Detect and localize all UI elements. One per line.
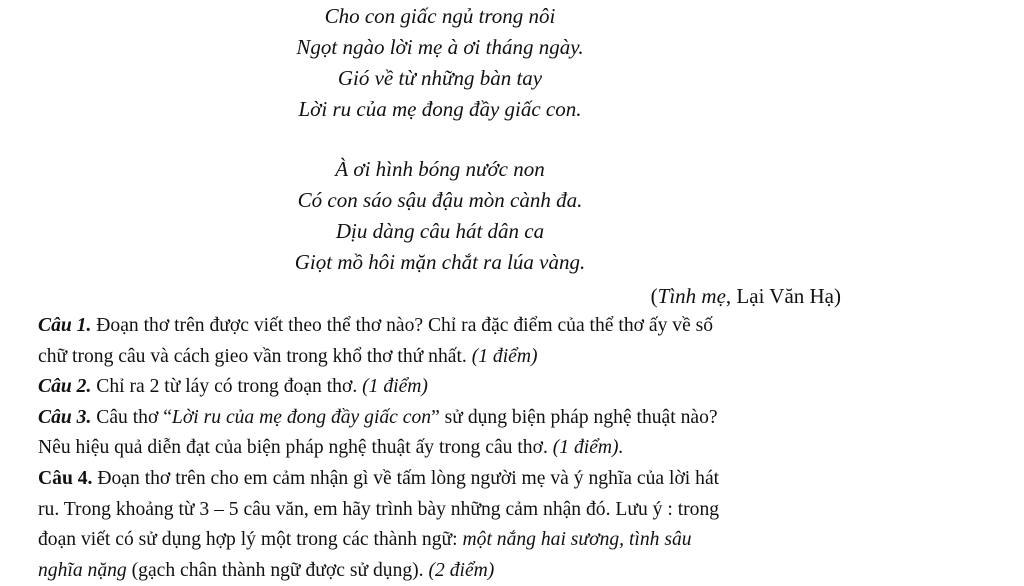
- source-title: Tình mẹ: [657, 284, 726, 308]
- poem-line: Ngọt ngào lời mẹ à ơi tháng ngày.: [296, 35, 584, 59]
- poem-line: Dịu dàng câu hát dân ca: [335, 219, 545, 243]
- question-3-label: Câu 3.: [38, 406, 92, 428]
- question-3-points: (1 điểm).: [552, 437, 624, 459]
- question-4-text-cont-2: đoạn viết có sử dụng hợp lý một trong các thành ngữ:: [38, 529, 463, 551]
- question-4-text-cont-3: (gạch chân thành ngữ được sử dụng).: [126, 559, 429, 581]
- poem-line: Gió về từ những bàn tay: [337, 66, 543, 90]
- poem-source: [651, 282, 841, 311]
- question-1-line-1: [38, 311, 848, 342]
- poem-stanza-1: [230, 1, 650, 125]
- question-4-text-cont: ru. Trong khoảng từ 3 – 5 câu văn, em hãy trình bày những cảm nhận đó. Lưu ý : trong: [38, 498, 720, 520]
- question-1-line-2: [38, 342, 848, 373]
- question-3-quote: Lời ru của mẹ đong đầy giấc con: [171, 406, 432, 428]
- question-3-text-after: ” sử dụng biện pháp nghệ thuật nào?: [431, 406, 718, 428]
- question-4-points: (2 điểm): [428, 559, 495, 581]
- question-1-points: (1 điểm): [471, 345, 538, 367]
- question-4-line-2: [38, 495, 848, 526]
- question-2-line: [38, 372, 848, 403]
- question-3-text-cont: Nêu hiệu quả diễn đạt của biện pháp nghệ thuật ấy trong câu thơ.: [38, 437, 553, 459]
- question-4-line-4: [38, 556, 848, 586]
- poem-line: Lời ru của mẹ đong đầy giấc con.: [298, 97, 582, 121]
- question-3-line-2: [38, 433, 848, 464]
- question-4-line-1: [38, 464, 848, 495]
- question-3-text-before: Câu thơ “: [91, 406, 172, 428]
- question-1-text-cont: chữ trong câu và cách gieo vần trong khổ thơ thứ nhất.: [38, 345, 472, 367]
- question-2-label: Câu 2.: [38, 376, 92, 398]
- question-2-text: Chỉ ra 2 từ láy có trong đoạn thơ.: [91, 376, 363, 398]
- question-4-label: Câu 4.: [38, 467, 93, 489]
- source-author: , Lại Văn Hạ): [725, 284, 841, 308]
- source-open-paren: (: [650, 284, 658, 308]
- question-4-text: Đoạn thơ trên cho em cảm nhận gì về tấm lòng người mẹ và ý nghĩa của lời hát: [92, 467, 720, 489]
- question-1-text: Đoạn thơ trên được viết theo thể thơ nào? Chỉ ra đặc điểm của thể thơ ấy về số: [91, 315, 714, 336]
- idiom-list-cont: nghĩa nặng: [38, 559, 127, 581]
- question-4-line-3: [38, 525, 848, 556]
- poem-line: Cho con giấc ngủ trong nôi: [324, 4, 556, 28]
- poem-line: À ơi hình bóng nước non: [335, 157, 545, 181]
- poem-stanza-2: [230, 154, 650, 278]
- poem-line: Có con sáo sậu đậu mòn cành đa.: [297, 188, 583, 212]
- question-3-line-1: [38, 403, 848, 434]
- poem-line: Giọt mồ hôi mặn chắt ra lúa vàng.: [294, 250, 586, 274]
- question-2-points: (1 điểm): [362, 376, 428, 398]
- question-list: [38, 311, 848, 586]
- question-1-label: Câu 1.: [38, 315, 92, 336]
- idiom-list: một nắng hai sương, tình sâu: [462, 529, 692, 551]
